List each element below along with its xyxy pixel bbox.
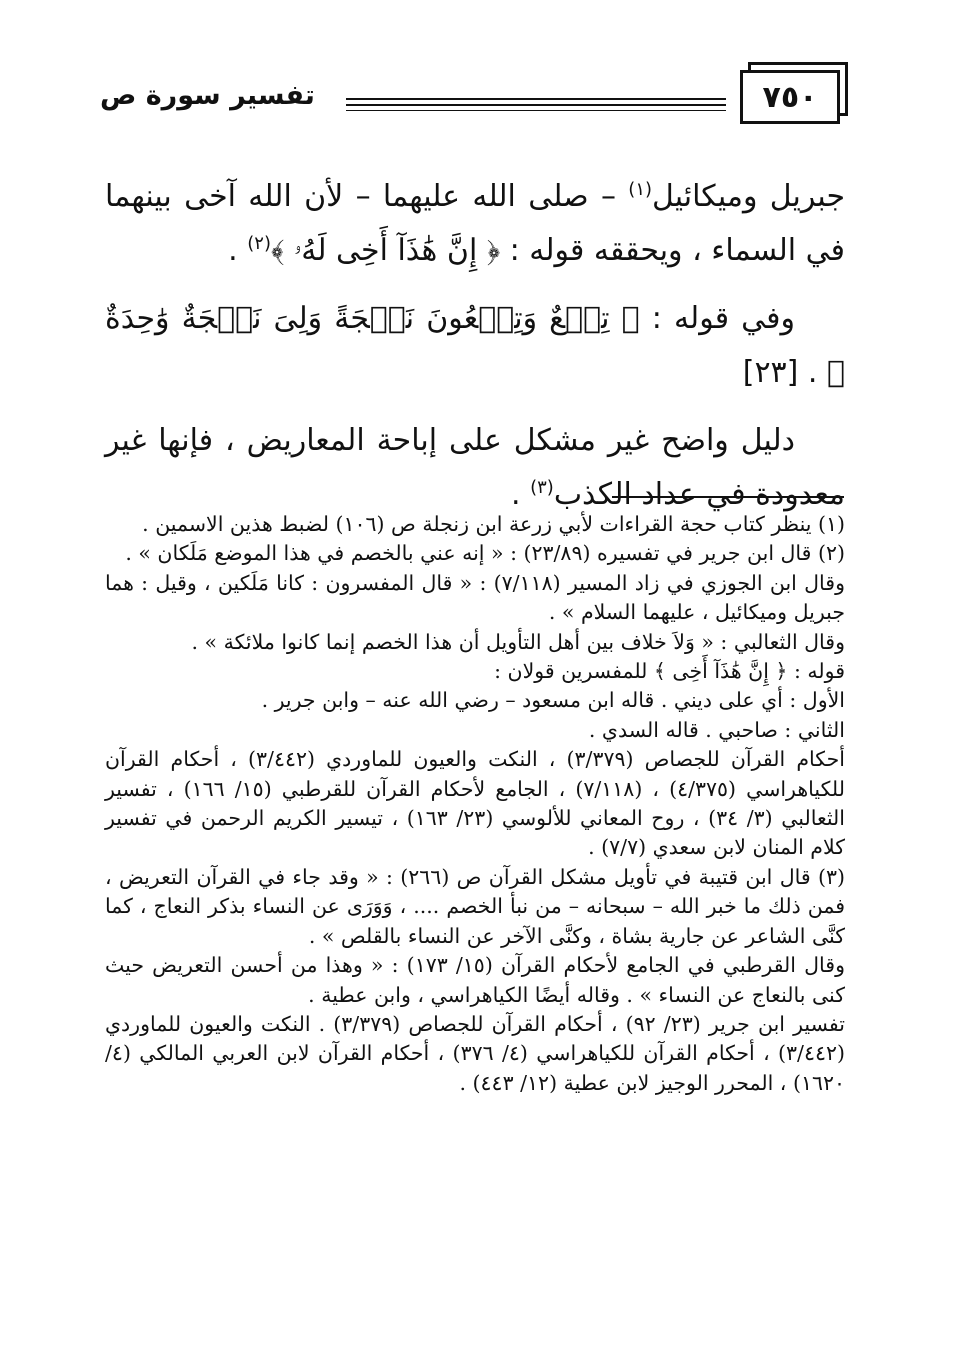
footnote-marker: (٣) bbox=[530, 477, 554, 498]
header-rule bbox=[346, 104, 726, 106]
footnote-3 bbox=[105, 863, 845, 1098]
footnote-1 bbox=[105, 510, 845, 539]
footnote-text: أحكام القرآن للجصاص (٣/٣٧٩) ، النكت والعيون للماوردي (٣/٤٤٢) ، أحكام القرآن للكياهراسي (٤/٣٧٥) ، (٧/١١٨) ، الجامع لأحكام القرآن للقرطبي (١٥/ ١٦٦) ، تفسير الثعالبي (٣/ ٣٤) ، روح المعاني للألوسي (٢٣/ ١٦٣) ، تيسير الكريم الرحمن في تفسير كلام المنان لابن سعدي (٧/٧) . bbox=[105, 747, 845, 860]
verse-reference: . [٢٣] bbox=[742, 355, 827, 390]
quran-verse: ﴿ تِسۡعٌ وَتِسۡعُونَ نَعۡجَةً وَلِىَ نَعۡجَةٌ وَٰحِدَةٌ ﴾ bbox=[105, 301, 845, 390]
footnote-text: (٣) قال ابن قتيبة في تأويل مشكل القرآن ص (٢٦٦) : « وقد جاء في القرآن التعريض ، فمن ذلك ما خبر الله – سبحانه – من نبأ الخصم .... ، وَوَرَى عن النساء بذكر النعاج ، كما كنَّى الشاعر عن جارية بشاة ، وكنَّى الآخر عن النساء بالقلص » . bbox=[105, 864, 845, 948]
main-paragraph bbox=[105, 292, 845, 400]
text-span: دليل واضح غير مشكل على إباحة المعاريض ، فإنها غير معدودة في عداد الكذب bbox=[105, 423, 845, 512]
footnote-text: تفسير ابن جرير (٢٣/ ٩٢) ، أحكام القرآن للجصاص (٣/٣٧٩) . النكت والعيون للماوردي (٣/٤٤٢) ، أحكام القرآن للكياهراسي (٤/ ٣٧٦) ، أحكام القرآن لابن العربي المالكي (٤/ ١٦٢٠) ، المحرر الوجيز لابن عطية (١٢/ ٤٤٣) . bbox=[105, 1011, 845, 1095]
main-paragraph bbox=[105, 414, 845, 522]
footnote-marker: (٢) bbox=[247, 233, 271, 254]
footnote-separator bbox=[612, 496, 844, 498]
footnote-text: قوله : ﴿ إِنَّ هَٰذَآ أَخِى ﴾ للمفسرين قولان : bbox=[494, 659, 845, 684]
main-paragraph bbox=[105, 170, 845, 278]
footnote-text: وقال الثعالبي : « وَلاَ خلاف بين أهل التأويل أن هذا الخصم إنما كانوا ملائكة » . bbox=[191, 629, 845, 654]
footnote-text: (٢) قال ابن جرير في تفسيره (٢٣/٨٩) : « إنه عني بالخصم في هذا الموضع مَلَكان » . bbox=[125, 541, 845, 566]
footnote-text: (١) ينظر كتاب حجة القراءات لأبي زرعة ابن زنجلة ص (١٠٦) لضبط هذين الاسمين . bbox=[142, 512, 845, 536]
footnote-text: وقال ابن الجوزي في زاد المسير (٧/١١٨) : « قال المفسرون : كانا مَلَكين ، وقيل : هما جبريل وميكائيل ، عليهما السلام » . bbox=[105, 570, 845, 625]
text-span: . bbox=[228, 233, 248, 268]
header-rule bbox=[346, 98, 726, 100]
footnote-text: الثاني : صاحبي . قاله السدي . bbox=[588, 717, 845, 742]
main-text bbox=[105, 170, 845, 536]
footnote-text: الأول : أي على ديني . قاله ابن مسعود – رضي الله عنه – وابن جرير . bbox=[261, 688, 845, 713]
footnote-2 bbox=[105, 539, 845, 862]
header-rule bbox=[346, 110, 726, 111]
page-header bbox=[100, 52, 848, 132]
page-number-box bbox=[740, 62, 848, 124]
page-number: ٧٥٠ bbox=[740, 70, 840, 124]
text-span: . bbox=[511, 477, 531, 512]
footnote-text: وقال القرطبي في الجامع لأحكام القرآن (١٥/ ١٧٣) : « وهذا من أحسن التعريض حيث كنى بالنعاج عن النساء » . وقاله أيضًا الكياهراسي ، وابن عطية . bbox=[105, 953, 845, 1007]
text-span: وفي قوله : bbox=[639, 301, 795, 336]
text-span: – صلى الله عليهما – لأن الله آخى بينهما في السماء ، ويحققه قوله : bbox=[105, 179, 845, 268]
surah-title: تفسير سورة ص bbox=[100, 80, 315, 111]
quran-verse: ﴿ إِنَّ هَٰذَآ أَخِى لَهُۥ ﴾ bbox=[270, 233, 501, 268]
footnotes bbox=[105, 510, 845, 1098]
footnote-marker: (١) bbox=[628, 179, 653, 200]
text-span: جبريل وميكائيل bbox=[652, 179, 845, 214]
